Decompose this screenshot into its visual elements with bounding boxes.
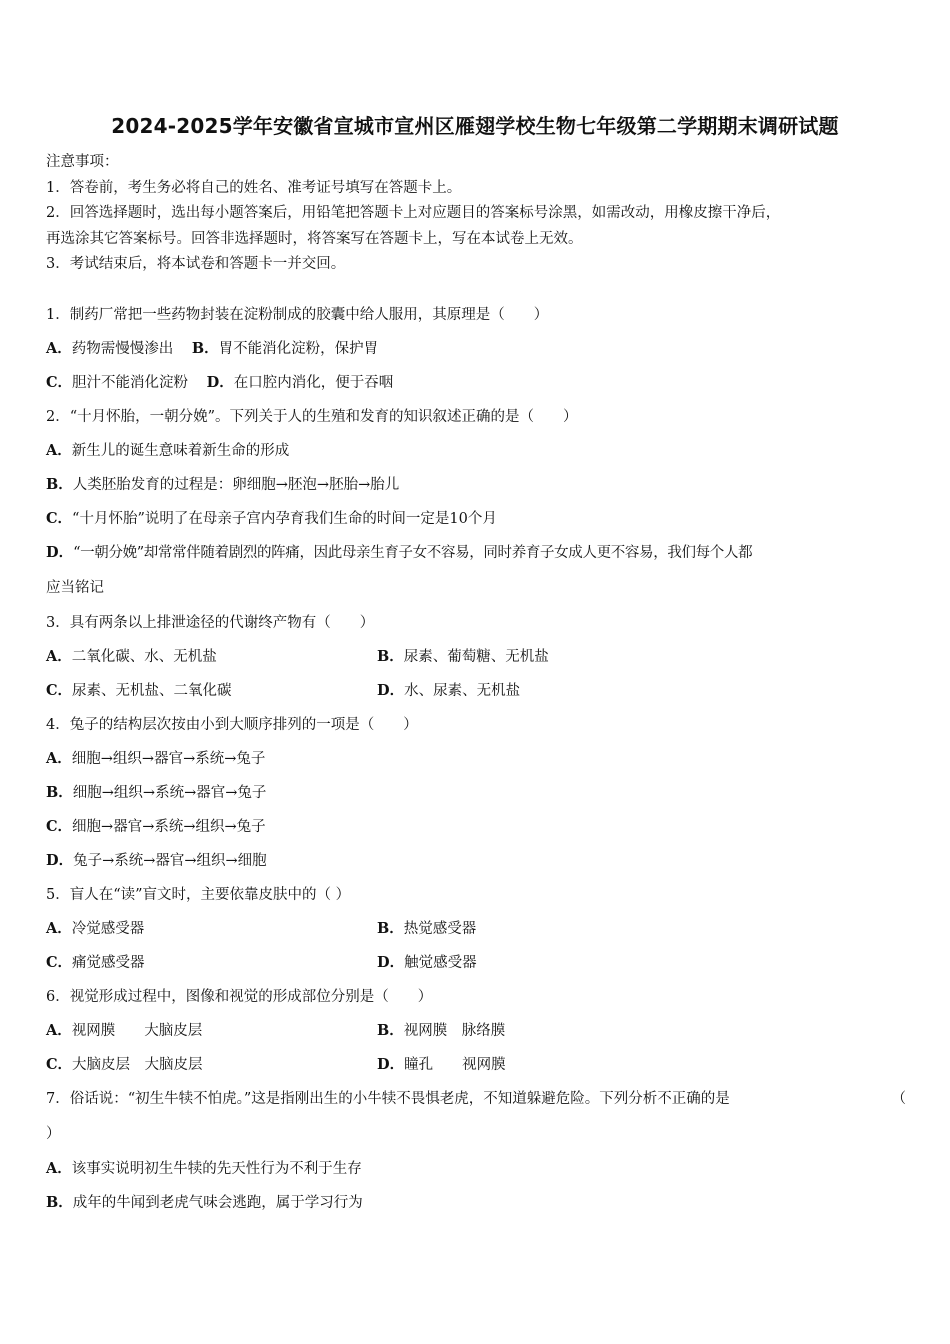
option-text: 新生儿的诞生意味着新生命的形成 [71, 443, 290, 459]
option-letter: B． [377, 648, 404, 665]
question-4-option-d [46, 844, 906, 878]
option-letter: B． [377, 1022, 404, 1039]
option-letter: B． [191, 340, 219, 357]
option-text: 细胞→器官→系统→组织→兔子 [72, 819, 266, 835]
option-letter: D． [46, 852, 74, 869]
option-text: 胆汁不能消化淀粉 [72, 375, 189, 391]
option-text: 人类胚胎发育的过程是：卵细胞→胚泡→胚胎→胎儿 [72, 477, 400, 493]
option-letter: D． [377, 1056, 405, 1073]
question-3-stem: 3．具有两条以上排泄途径的代谢终产物有（ ） [46, 615, 375, 631]
option-letter: D． [377, 954, 405, 971]
option-text: 视网膜 脉络膜 [403, 1023, 506, 1039]
option-letter: D． [377, 682, 405, 699]
option-text: “一朝分娩”却常常伴随着剧烈的阵痛，因此母亲生育子女不容易，同时养育子女成人更不容易，我们每个人都 [73, 545, 753, 561]
option-text: 尿素、无机盐、二氧化碳 [72, 683, 232, 699]
notes-section [46, 150, 906, 278]
option-letter: A． [46, 340, 72, 357]
exam-title: 2024-2025学年安徽省宣城市宣州区雁翅学校生物七年级第二学期期末调研试题 [111, 114, 839, 138]
option-text: 该事实说明初生牛犊的先天性行为不利于生存 [71, 1161, 362, 1177]
option-text: 二氧化碳、水、无机盐 [71, 649, 217, 665]
option-letter: A． [46, 750, 72, 767]
option-text: 成年的牛闻到老虎气味会逃跑，属于学习行为 [72, 1195, 363, 1211]
option-text: 兔子→系统→器官→组织→细胞 [73, 853, 267, 869]
question-7-stem: 7．俗话说：“初生牛犊不怕虎。”这是指刚出生的小牛犊不畏惧老虎，不知道躲避危险。下列分析不正确的是 （ [46, 1082, 906, 1116]
notes-heading: 注意事项： [46, 154, 119, 170]
option-letter: C． [46, 954, 73, 971]
option-text: 水、尿素、无机盐 [404, 683, 521, 699]
questions-section [46, 298, 906, 1220]
option-text: 大脑皮层 大脑皮层 [72, 1057, 203, 1073]
notes-item: 2．回答选择题时，选出每小题答案后，用铅笔把答题卡上对应题目的答案标号涂黑，如需改动，用橡皮擦干净后， [46, 205, 781, 221]
question-4-option-c [46, 810, 906, 844]
option-letter: D． [206, 374, 234, 391]
option-letter: B． [46, 1194, 73, 1211]
answer-paren-close: ） [46, 1126, 61, 1142]
option-text: 应当铭记 [46, 580, 104, 596]
option-text: 尿素、葡萄糖、无机盐 [403, 649, 549, 665]
question-4-stem: 4．兔子的结构层次按由小到大顺序排列的一项是（ ） [46, 717, 418, 733]
question-2-option-b [46, 468, 906, 502]
question-2-option-a [46, 434, 906, 468]
option-text: 触觉感受器 [404, 955, 477, 971]
question-1-options-row2 [46, 366, 906, 400]
option-text: 热觉感受器 [403, 921, 477, 937]
question-6-options-row1 [46, 1014, 906, 1048]
option-letter: D． [46, 544, 74, 561]
option-letter: A． [46, 648, 72, 665]
option-text: 瞳孔 视网膜 [404, 1057, 506, 1073]
option-letter: A． [46, 1022, 72, 1039]
question-7-option-b [46, 1186, 906, 1220]
question-4-option-a [46, 742, 906, 776]
option-text: 胃不能消化淀粉，保护胃 [218, 341, 379, 357]
option-letter: C． [46, 682, 73, 699]
option-letter: A． [46, 1160, 72, 1177]
question-5-options-row2 [46, 946, 906, 980]
question-6-stem: 6．视觉形成过程中，图像和视觉的形成部位分别是（ ） [46, 989, 433, 1005]
question-5-stem: 5．盲人在“读”盲文时，主要依靠皮肤中的（ ） [46, 887, 351, 903]
notes-item: 1．答卷前，考生务必将自己的姓名、准考证号填写在答题卡上。 [46, 179, 462, 196]
option-text: 细胞→组织→器官→系统→兔子 [71, 751, 266, 767]
option-letter: B． [377, 920, 404, 937]
option-text: 细胞→组织→系统→器官→兔子 [72, 785, 267, 801]
notes-item: 再选涂其它答案标号。回答非选择题时，将答案写在答题卡上，写在本试卷上无效。 [46, 230, 583, 247]
option-letter: B． [46, 784, 73, 801]
answer-paren-open: （ [891, 1091, 906, 1107]
notes-item: 3．考试结束后，将本试卷和答题卡一并交回。 [46, 256, 346, 272]
question-7-stem-continued [46, 1116, 906, 1152]
question-3-options-row1 [46, 640, 906, 674]
option-text: 药物需慢慢渗出 [71, 341, 174, 357]
option-text: 冷觉感受器 [71, 921, 145, 937]
option-letter: C． [46, 510, 73, 527]
question-2-option-c [46, 502, 906, 536]
option-letter: A． [46, 920, 72, 937]
option-letter: C． [46, 818, 73, 835]
option-letter: C． [46, 374, 73, 391]
question-1-options-row1 [46, 332, 906, 366]
question-2-stem: 2．“十月怀胎，一朝分娩”。下列关于人的生殖和发育的知识叙述正确的是（ ） [46, 409, 578, 425]
option-text: 视网膜 大脑皮层 [71, 1023, 203, 1039]
question-6-options-row2 [46, 1048, 906, 1082]
option-letter: B． [46, 476, 73, 493]
question-3-options-row2 [46, 674, 906, 708]
option-text: 在口腔内消化，便于吞咽 [233, 375, 394, 391]
question-5-options-row1 [46, 912, 906, 946]
option-text: “十月怀胎”说明了在母亲子宫内孕育我们生命的时间一定是10个月 [72, 511, 497, 527]
option-text: 痛觉感受器 [72, 955, 145, 971]
question-2-option-d-continued [46, 570, 906, 606]
option-letter: A． [46, 442, 72, 459]
option-letter: C． [46, 1056, 73, 1073]
question-4-option-b [46, 776, 906, 810]
question-2-option-d [46, 536, 906, 570]
question-1-stem: 1．制药厂常把一些药物封装在淀粉制成的胶囊中给人服用，其原理是（ ） [46, 307, 549, 323]
question-7-option-a [46, 1152, 906, 1186]
